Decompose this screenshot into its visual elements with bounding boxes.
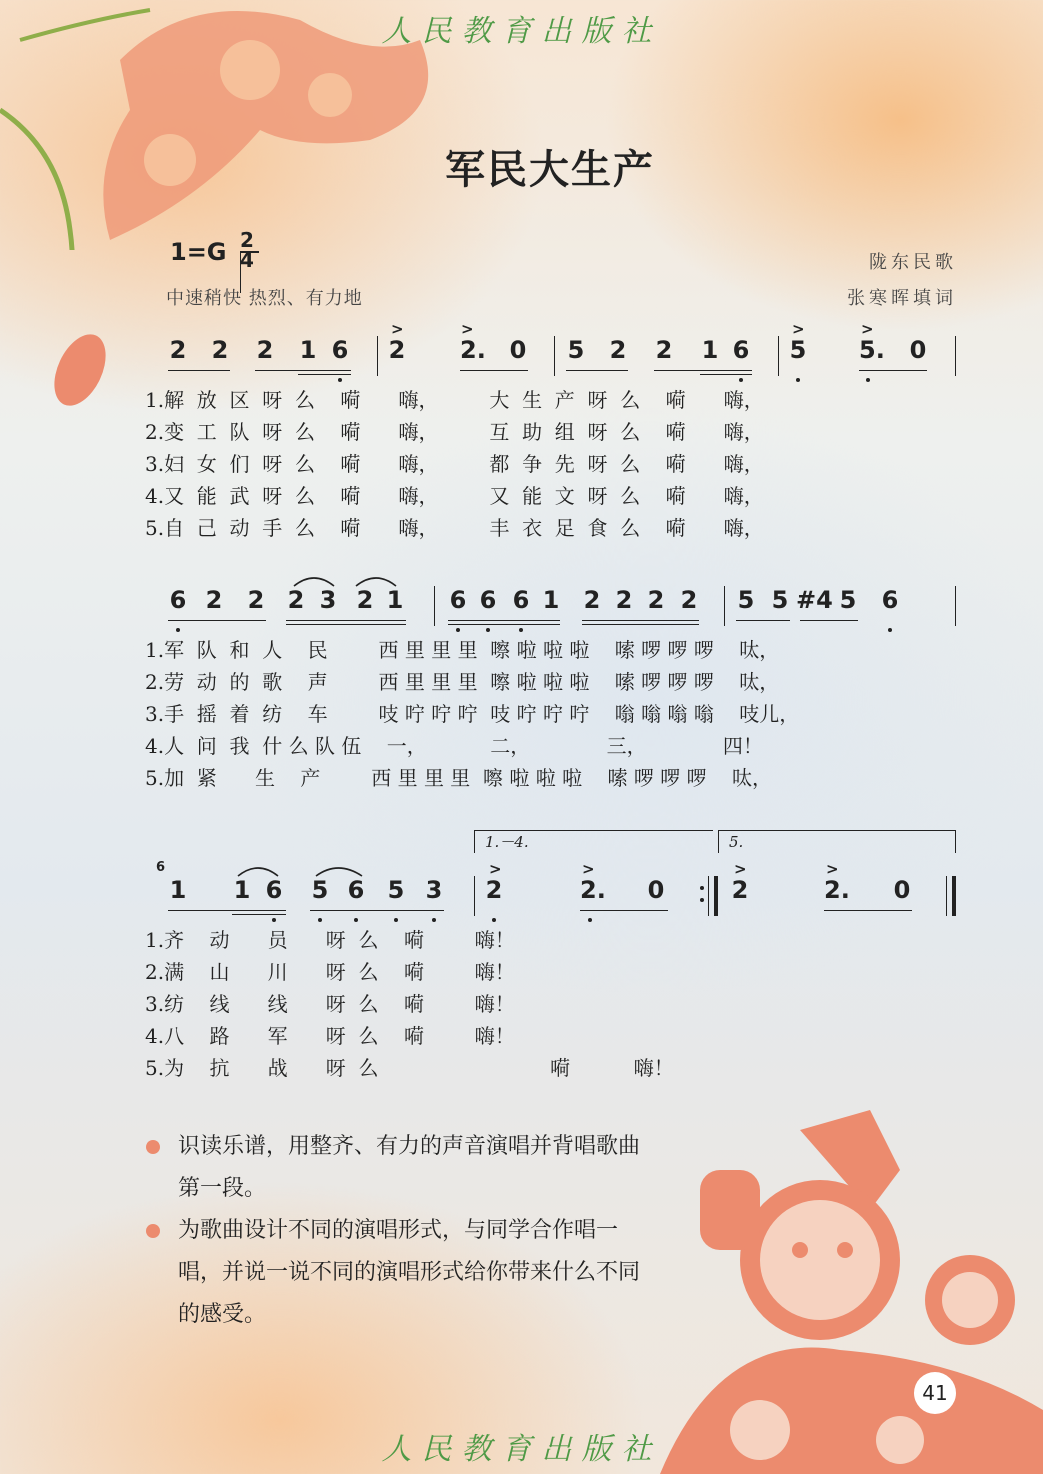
note: 2 (647, 586, 665, 614)
note: 5 (737, 586, 755, 614)
note: 5. (859, 336, 885, 364)
note: 5 (311, 876, 329, 904)
note: 2 (485, 876, 503, 904)
note: 2 (205, 586, 223, 614)
note: 2 (256, 336, 274, 364)
note: 5 (771, 586, 789, 614)
note: 2. (460, 336, 486, 364)
note: 5 (567, 336, 585, 364)
note: 2. (824, 876, 850, 904)
tempo-marking: 中速稍快 热烈、有力地 (166, 288, 363, 309)
note: 6 (265, 876, 283, 904)
note: 2 (169, 336, 187, 364)
note: 6 (169, 586, 187, 614)
publisher-logo-top: 人民教育出版社 (381, 14, 662, 49)
note: 5 (839, 586, 857, 614)
note: 6 (881, 586, 899, 614)
lyric-line: 5.加 紧 生 产 西 里 里 里 嚓 啦 啦 啦 嗦 啰 啰 啰 呔， (145, 766, 773, 790)
note: 2 (356, 586, 374, 614)
lyric-line: 2.劳 动 的 歌 声 西 里 里 里 嚓 啦 啦 啦 嗦 啰 啰 啰 呔， (145, 670, 780, 694)
note: 2. (580, 876, 606, 904)
task-item: 识读乐谱，用整齐、有力的声音演唱并背唱歌曲第一段。 (150, 1126, 640, 1210)
key-signature: 1=G (170, 238, 227, 266)
lyric-line: 3.纺 线 线 呀 么 嗬 嗨！ (145, 992, 515, 1016)
volta-ending-1: 1.－4. (474, 830, 713, 853)
grace-note: 6 (156, 860, 166, 875)
lyric-line: 1.军 队 和 人 民 西 里 里 里 嚓 啦 啦 啦 嗦 啰 啰 啰 呔， (145, 638, 780, 662)
lyric-line: 2.变 工 队 呀 么 嗬 嗨， 互 助 组 呀 么 嗬 嗨， (145, 420, 764, 444)
notation-row-1: 2 2 2 1 6 > 2 > 2. 0 5 2 2 1 6 > 5 > 5. 0 (0, 336, 1043, 376)
note: 2 (247, 586, 265, 614)
lyric-line: 3.手 摇 着 纺 车 吱 咛 咛 咛 吱 咛 咛 咛 嗡 嗡 嗡 嗡 吱儿， (145, 702, 800, 726)
time-signature: 2 4 (240, 230, 254, 270)
bullet-icon (146, 1140, 160, 1154)
publisher-logo-bottom: 人民教育出版社 (381, 1432, 662, 1467)
note: 5 (387, 876, 405, 904)
lyric-line: 3.妇 女 们 呀 么 嗬 嗨， 都 争 先 呀 么 嗬 嗨， (145, 452, 764, 476)
note: 1 (169, 876, 187, 904)
note: #4 (796, 586, 833, 614)
notation-row-2 (0, 586, 1043, 626)
note: 2 (615, 586, 633, 614)
credit-lyricist: 张寒晖填词 (847, 288, 957, 309)
page-number: 41 (914, 1372, 956, 1414)
note: 0 (893, 876, 911, 904)
lyric-line: 4.又 能 武 呀 么 嗬 嗨， 又 能 文 呀 么 嗬 嗨， (145, 484, 764, 508)
notation-row-3: 6 1 1 6 5 6 5 3 > 2 > 2. 0 > 2 > 2. 0 (0, 876, 1043, 916)
figure-papercut-decoration (640, 1110, 1043, 1474)
lyric-line: 4.人 问 我 什 么 队 伍 一， 二， 三， 四！ (145, 734, 763, 758)
note: 3 (319, 586, 337, 614)
task-item: 为歌曲设计不同的演唱形式，与同学合作唱一唱，并说一说不同的演唱形式给你带来什么不同的感受。 (150, 1210, 640, 1336)
note: 1 (701, 336, 719, 364)
note: 6 (449, 586, 467, 614)
note: 2 (680, 586, 698, 614)
note: 2 (388, 336, 406, 364)
lyric-line: 4.八 路 军 呀 么 嗬 嗨！ (145, 1024, 515, 1048)
lyric-line: 1.解 放 区 呀 么 嗬 嗨， 大 生 产 呀 么 嗬 嗨， (145, 388, 764, 412)
note: 1 (542, 586, 560, 614)
note: 2 (287, 586, 305, 614)
lyric-line: 2.满 山 川 呀 么 嗬 嗨！ (145, 960, 515, 984)
note: 0 (909, 336, 927, 364)
note: 6 (331, 336, 349, 364)
note: 2 (609, 336, 627, 364)
note: 0 (509, 336, 527, 364)
note: 2 (583, 586, 601, 614)
credit-origin: 陇东民歌 (869, 252, 957, 273)
note: 2 (731, 876, 749, 904)
lyric-line: 1.齐 动 员 呀 么 嗬 嗨！ (145, 928, 515, 952)
volta-ending-2: 5. (718, 830, 956, 853)
lyric-line: 5.自 己 动 手 么 嗬 嗨， 丰 衣 足 食 么 嗬 嗨， (145, 516, 764, 540)
bullet-icon (146, 1224, 160, 1238)
note: 1 (299, 336, 317, 364)
lyric-line: 5.为 抗 战 呀 么 嗬 嗨！ (145, 1056, 674, 1080)
song-title: 军民大生产 (445, 146, 655, 193)
note: 2 (211, 336, 229, 364)
note: 0 (647, 876, 665, 904)
note: 3 (425, 876, 443, 904)
note: 2 (655, 336, 673, 364)
note: 6 (732, 336, 750, 364)
note: 6 (479, 586, 497, 614)
note: 1 (386, 586, 404, 614)
note: 6 (347, 876, 365, 904)
note: 5 (789, 336, 807, 364)
note: 1 (233, 876, 251, 904)
note: 6 (512, 586, 530, 614)
